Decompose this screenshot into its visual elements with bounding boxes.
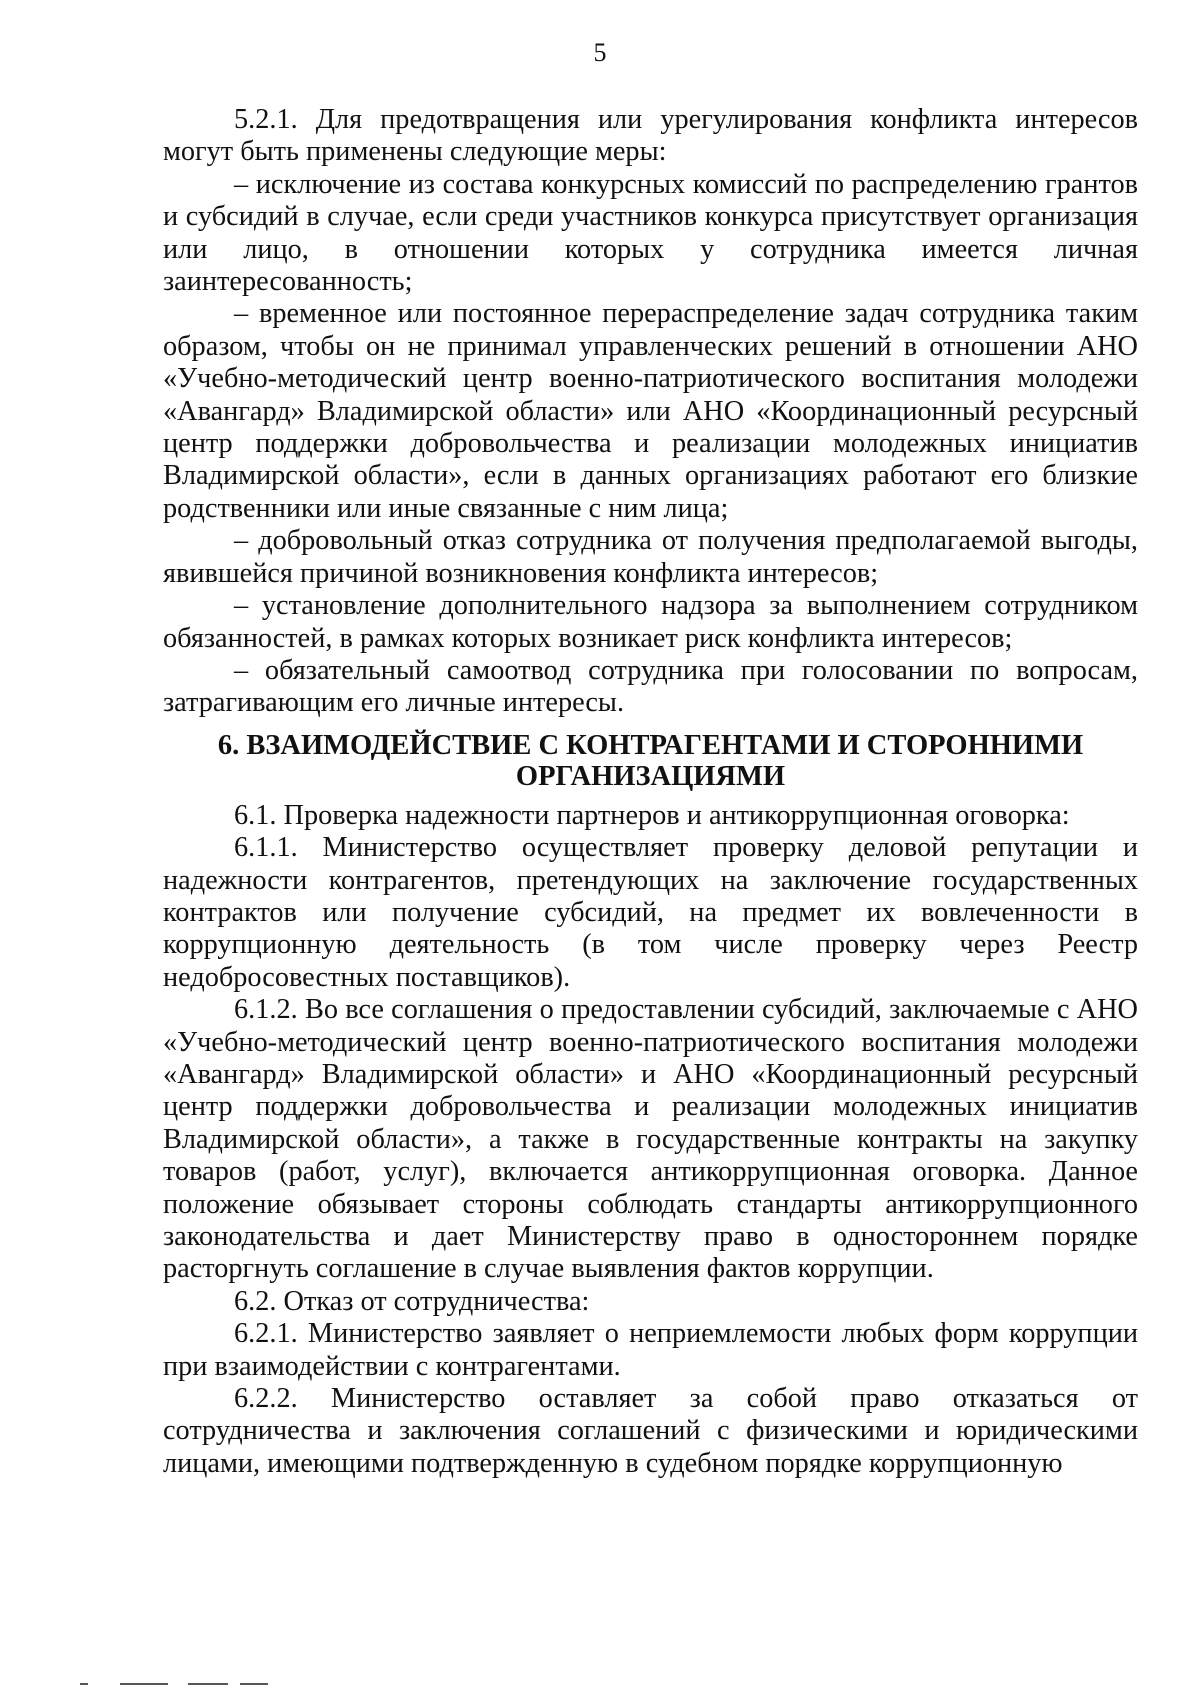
footer-mark <box>188 1683 228 1685</box>
measure-item-redistribution: – временное или постоянное перераспределение задач сотрудника таким образом, чтобы он не принимал управленческих решений в отношении АНО «Учебно-методический центр военно-патриотического воспитания молодежи «Авангард» Владимирской области» или АНО «Координационный ресурсный центр поддержки добровольчества и реализации молодежных инициатив Владимирской области», если в данных организациях работают его близкие родственники или иные связанные с ним лица; <box>163 298 1138 524</box>
footer-mark <box>120 1683 168 1685</box>
paragraph-6-1: 6.1. Проверка надежности партнеров и антикоррупционная оговорка: <box>234 799 1070 831</box>
paragraph-6-2-2: 6.2.2. Министерство оставляет за собой право отказаться от сотрудничества и заключения соглашений с физическими и юридическими лицами, имеющими подтвержденную в судебном порядке коррупционную <box>163 1383 1138 1479</box>
paragraph-5-2-1: 5.2.1. Для предотвращения или урегулирования конфликта интересов могут быть применены следующие меры: <box>163 104 1138 168</box>
measure-item-self-recusal: – обязательный самоотвод сотрудника при голосовании по вопросам, затрагивающим его личные интересы. <box>163 654 1138 719</box>
paragraph-6-2-1: 6.2.1. Министерство заявляет о неприемлемости любых форм коррупции при взаимодействии с контрагентами. <box>163 1318 1138 1382</box>
paragraph-6-2: 6.2. Отказ от сотрудничества: <box>234 1285 590 1317</box>
section-6-heading <box>163 720 1138 800</box>
measure-item-voluntary-refusal: – добровольный отказ сотрудника от получения предполагаемой выгоды, явившейся причиной возникновения конфликта интересов; <box>163 525 1138 589</box>
footer-scan-marks <box>80 1683 290 1687</box>
section-6-heading-line-1: 6. ВЗАИМОДЕЙСТВИЕ С КОНТРАГЕНТАМИ И СТОРОННИМИ <box>217 729 1084 761</box>
document-body <box>163 104 1138 1480</box>
measure-item-exclusion: – исключение из состава конкурсных комиссий по распределению грантов и субсидий в случае, если среди участников конкурса присутствует организация или лицо, в отношении которых у сотрудника имеется личная заинтересованность; <box>163 168 1138 298</box>
section-6-heading-line-2: ОРГАНИЗАЦИЯМИ <box>515 760 786 792</box>
footer-mark <box>240 1683 268 1685</box>
footer-mark <box>80 1683 88 1685</box>
paragraph-6-1-2: 6.1.2. Во все соглашения о предоставлении субсидий, заключаемые с АНО «Учебно-методический центр военно-патриотического воспитания молодежи «Авангард» Владимирской области» и АНО «Координационный ресурсный центр поддержки добровольчества и реализации молодежных инициатив Владимирской области», а также в государственные контракты на закупку товаров (работ, услуг), включается антикоррупционная оговорка. Данное положение обязывает стороны соблюдать стандарты антикоррупционного законодательства и дает Министерству право в одностороннем порядке расторгнуть соглашение в случае выявления фактов коррупции. <box>163 994 1138 1285</box>
paragraph-6-1-1: 6.1.1. Министерство осуществляет проверку деловой репутации и надежности контрагентов, претендующих на заключение государственных контрактов или получение субсидий, на предмет их вовлеченности в коррупционную деятельность (в том числе проверку через Реестр недобросовестных поставщиков). <box>163 832 1138 993</box>
measure-item-additional-supervision: – установление дополнительного надзора за выполнением сотрудником обязанностей, в рамках которых возникает риск конфликта интересов; <box>163 590 1138 654</box>
page-number: 5 <box>593 38 607 67</box>
